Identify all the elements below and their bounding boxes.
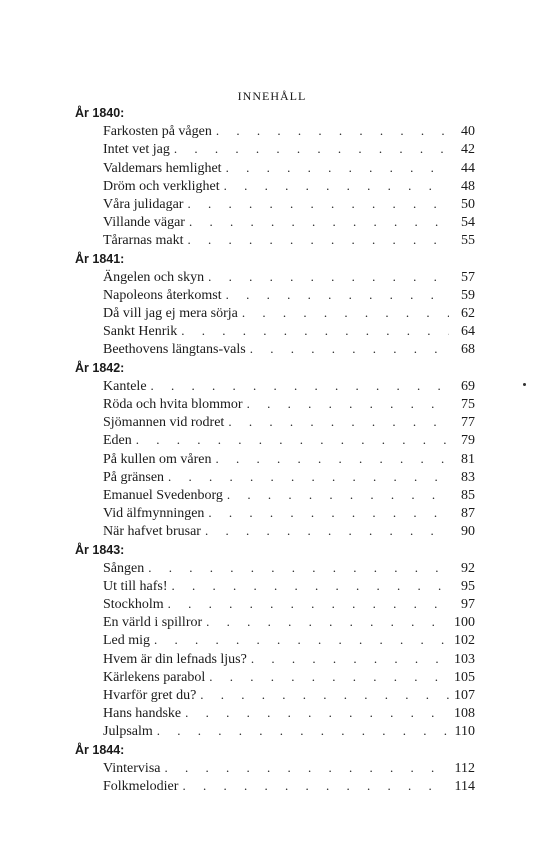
toc-entry xyxy=(75,504,475,522)
entry-title: Farkosten på vågen xyxy=(103,124,212,140)
entry-page-number: 75 xyxy=(461,397,475,412)
entry-page-number: 90 xyxy=(461,524,475,540)
entry-page-number: 87 xyxy=(461,506,475,522)
entry-title: På kullen om våren xyxy=(103,451,212,467)
dot-leader xyxy=(226,286,449,304)
toc-entry xyxy=(75,159,475,177)
ink-speck xyxy=(523,383,526,386)
entry-page-number: 42 xyxy=(461,142,475,158)
toc-entry xyxy=(75,395,475,413)
entry-title: Kärlekens parabol xyxy=(103,669,206,685)
section-heading: År 1840: xyxy=(75,106,125,120)
dot-leader xyxy=(250,340,449,358)
entry-title: På gränsen xyxy=(103,469,165,485)
entry-page-number: 83 xyxy=(461,469,475,485)
toc-entry xyxy=(75,686,475,704)
dot-leader xyxy=(136,431,449,449)
entry-title: Sången xyxy=(103,560,145,576)
toc-entry xyxy=(75,304,475,322)
dot-leader xyxy=(174,140,449,158)
entry-page-number: 108 xyxy=(454,706,475,722)
entry-page-number: 68 xyxy=(461,342,475,358)
dot-leader xyxy=(154,631,449,649)
toc-entry xyxy=(75,668,475,686)
toc-entry xyxy=(75,213,475,231)
dot-leader xyxy=(200,686,449,704)
toc-entry xyxy=(75,650,475,668)
toc-entry xyxy=(75,431,475,449)
toc-entry xyxy=(75,722,475,740)
entry-title: När hafvet brusar xyxy=(103,524,201,540)
entry-title: Sankt Henrik xyxy=(103,324,178,340)
entry-title: Vid älfmynningen xyxy=(103,506,205,522)
section-heading: År 1842: xyxy=(75,360,125,375)
dot-leader xyxy=(182,777,449,795)
entry-page-number: 54 xyxy=(461,215,475,231)
dot-leader xyxy=(181,322,449,340)
entry-page-number: 107 xyxy=(454,688,475,703)
dot-leader xyxy=(227,486,449,504)
dot-leader xyxy=(151,377,449,395)
entry-page-number: 48 xyxy=(461,178,475,194)
dot-leader xyxy=(228,413,449,431)
entry-page-number: 69 xyxy=(461,378,475,394)
toc-entry xyxy=(75,777,475,795)
entry-page-number: 103 xyxy=(454,651,475,667)
toc-entry xyxy=(75,322,475,340)
entry-page-number: 95 xyxy=(461,578,475,594)
entry-title: Napoleons återkomst xyxy=(103,287,222,303)
toc-entry xyxy=(75,704,475,722)
table-of-contents xyxy=(75,104,475,795)
toc-entry xyxy=(75,377,475,395)
entry-page-number: 50 xyxy=(461,196,475,212)
dot-leader xyxy=(164,759,449,777)
dot-leader xyxy=(185,704,449,722)
dot-leader xyxy=(226,159,449,177)
entry-title: Eden xyxy=(103,433,132,449)
section-heading: År 1844: xyxy=(75,742,125,757)
entry-title: Beethovens längtans-vals xyxy=(103,342,246,358)
toc-entry xyxy=(75,122,475,140)
dot-leader xyxy=(168,595,449,613)
toc-entry xyxy=(75,486,475,504)
entry-title: Sjömannen vid rodret xyxy=(103,415,225,431)
entry-page-number: 64 xyxy=(461,324,475,340)
entry-page-number: 79 xyxy=(461,433,475,449)
toc-entry xyxy=(75,613,475,631)
dot-leader xyxy=(189,213,449,231)
dot-leader xyxy=(215,450,449,468)
toc-entry xyxy=(75,631,475,649)
entry-page-number: 97 xyxy=(461,597,475,613)
entry-page-number: 62 xyxy=(461,306,475,322)
entry-page-number: 40 xyxy=(461,124,475,140)
toc-entry xyxy=(75,268,475,286)
entry-title: Då vill jag ej mera sörja xyxy=(103,306,238,322)
entry-title: Ängelen och skyn xyxy=(103,269,205,285)
entry-page-number: 81 xyxy=(461,451,475,467)
toc-entry xyxy=(75,231,475,249)
entry-page-number: 44 xyxy=(461,160,475,176)
toc-entry xyxy=(75,522,475,540)
dot-leader xyxy=(216,122,449,140)
toc-entry xyxy=(75,177,475,195)
dot-leader xyxy=(247,395,449,413)
dot-leader xyxy=(187,195,449,213)
toc-entry xyxy=(75,468,475,486)
entry-page-number: 92 xyxy=(461,560,475,576)
entry-title: Villande vägar xyxy=(103,215,185,231)
entry-title: Emanuel Svedenborg xyxy=(103,487,223,503)
section-heading: År 1843: xyxy=(75,542,125,557)
entry-page-number: 77 xyxy=(461,415,475,431)
entry-title: Folkmelodier xyxy=(103,778,179,794)
entry-page-number: 85 xyxy=(461,487,475,503)
entry-title: Tårarnas makt xyxy=(103,233,184,249)
entry-title: Hvem är din lefnads ljus? xyxy=(103,651,247,667)
entry-page-number: 105 xyxy=(454,669,475,685)
entry-title: Intet vet jag xyxy=(103,142,170,158)
toc-entry xyxy=(75,413,475,431)
entry-title: Våra julidagar xyxy=(103,196,184,212)
entry-title: Valdemars hemlighet xyxy=(103,160,222,176)
entry-page-number: 100 xyxy=(454,615,475,631)
section-heading: År 1841: xyxy=(75,251,125,266)
entry-title: Vintervisa xyxy=(103,760,161,776)
entry-page-number: 110 xyxy=(454,724,475,740)
toc-entry xyxy=(75,759,475,777)
toc-entry xyxy=(75,340,475,358)
toc-entry xyxy=(75,559,475,577)
dot-leader xyxy=(187,231,449,249)
entry-title: Ut till hafs! xyxy=(103,578,168,594)
entry-title: Hvarför gret du? xyxy=(103,688,197,703)
toc-entry xyxy=(75,577,475,595)
dot-leader xyxy=(205,522,449,540)
entry-page-number: 114 xyxy=(454,778,475,794)
entry-title: Hans handske xyxy=(103,706,182,722)
dot-leader xyxy=(148,559,449,577)
dot-leader xyxy=(172,577,449,595)
dot-leader xyxy=(208,268,449,286)
dot-leader xyxy=(209,668,449,686)
dot-leader xyxy=(224,177,449,195)
toc-entry xyxy=(75,195,475,213)
entry-title: Kantele xyxy=(103,378,147,394)
entry-title: En värld i spillror xyxy=(103,615,203,631)
dot-leader xyxy=(208,504,449,522)
toc-entry xyxy=(75,595,475,613)
entry-title: Röda och hvita blommor xyxy=(103,397,243,412)
entry-page-number: 102 xyxy=(454,633,475,649)
toc-entry xyxy=(75,140,475,158)
dot-leader xyxy=(206,613,449,631)
dot-leader xyxy=(242,304,449,322)
dot-leader xyxy=(168,468,449,486)
entry-page-number: 57 xyxy=(461,269,475,285)
entry-title: Julpsalm xyxy=(103,724,153,740)
toc-entry xyxy=(75,286,475,304)
entry-page-number: 112 xyxy=(454,760,475,776)
entry-title: Dröm och verklighet xyxy=(103,178,220,194)
entry-page-number: 59 xyxy=(461,287,475,303)
toc-entry xyxy=(75,450,475,468)
entry-page-number: 55 xyxy=(461,233,475,249)
page-title: INNEHÅLL xyxy=(237,89,307,103)
dot-leader xyxy=(251,650,449,668)
entry-title: Stockholm xyxy=(103,597,164,613)
dot-leader xyxy=(157,722,449,740)
entry-title: Led mig xyxy=(103,633,151,649)
